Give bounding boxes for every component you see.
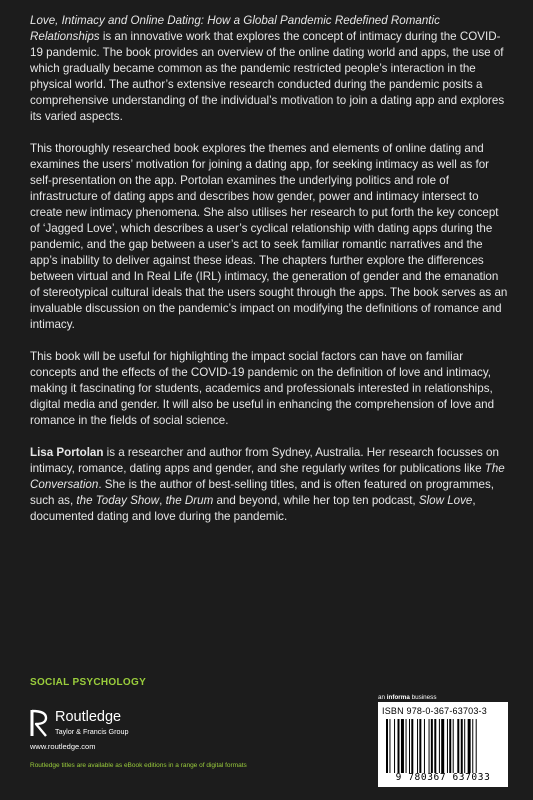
informa-bold: informa bbox=[386, 694, 410, 701]
publisher-name: Routledge bbox=[55, 709, 122, 725]
blurb-paragraph-3: This book will be useful for highlighting the impact social factors can have on familiar concepts and the effects of the COVID-19 pandemic on the definition of love and intimacy, making it fascinating for students, academics and professionals interested in relationships, digital media and gender. It will also be useful in enhancing the comprehension of love and romance in the fields of social science. bbox=[30, 350, 495, 427]
publisher-group: Taylor & Francis Group bbox=[55, 727, 129, 736]
author-bio-text-1: is a researcher and author from Sydney, Australia. Her research focusses on intimacy, romance, dating apps and gender, and she regularly writes for publications like bbox=[30, 446, 499, 475]
isbn-barcode-box bbox=[378, 702, 508, 787]
author-bio-text-2: . She is the author of best-selling titles, and is often featured on programmes, such as, bbox=[30, 478, 495, 507]
blurb-paragraph-1-text: is an innovative work that explores the concept of intimacy during the COVID-19 pandemic. The book provides an overview of the online dating world and apps, the use of which gradually became common as the pandemic restricted people’s interaction in the physical world. The author’s extensive research conducted during the pandemic posits a comprehensive understanding of the individual’s motivation to join a dating app and explores its varied aspects. bbox=[30, 30, 505, 123]
publisher-url: www.routledge.com bbox=[30, 742, 96, 751]
author-name: Lisa Portolan bbox=[30, 446, 104, 459]
author-bio-italic-2: the Today Show bbox=[76, 494, 160, 507]
author-bio-text-3: , bbox=[159, 494, 166, 507]
isbn-label: ISBN 978-0-367-63703-3 bbox=[382, 706, 487, 716]
author-bio bbox=[30, 445, 508, 525]
publisher-logo bbox=[30, 708, 190, 752]
informa-tagline bbox=[378, 694, 436, 701]
informa-pre: an bbox=[378, 694, 387, 701]
informa-post: business bbox=[409, 694, 437, 701]
back-cover-blurb bbox=[30, 13, 508, 525]
author-bio-text-4: and beyond, while her top ten podcast, bbox=[213, 494, 419, 507]
author-bio-text-5: , documented dating and love during the pandemic. bbox=[30, 494, 476, 523]
ebook-footnote: Routledge titles are available as eBook editions in a range of digital formats bbox=[30, 762, 247, 769]
subject-category: SOCIAL PSYCHOLOGY bbox=[30, 677, 147, 688]
barcode-digits: 9 780367 637033 bbox=[395, 772, 491, 783]
book-title: Love, Intimacy and Online Dating: How a Global Pandemic Redefined Romantic Relationships bbox=[30, 14, 440, 43]
author-bio-italic-4: Slow Love bbox=[418, 494, 473, 507]
author-bio-italic-1: The Conversation bbox=[30, 462, 505, 491]
routledge-r-logo-icon bbox=[30, 708, 50, 738]
blurb-paragraph-1 bbox=[30, 13, 508, 125]
barcode-icon bbox=[386, 719, 504, 773]
blurb-paragraph-2: This thoroughly researched book explores the themes and elements of online dating and examines the users’ motivation for joining a dating app, for seeking intimacy as well as for self-presentation on the app. Portolan examines the underlying politics and role of infrastructure of dating apps and describes how gender, power and intimacy intersect to create new intimacy phenomena. She also utilises her research to put forth the key concept of ‘Jagged Love’, which describes a user’s cyclical relationship with dating apps during the pandemic, and the gap between a user’s act to seek familiar romantic narratives and the app’s inability to deliver against these ideas. The chapters further explore the differences between virtual and In Real Life (IRL) intimacy, the generation of gender and the emanation of stereotypical cultural ideals that the users sought through the apps. The book serves as an invaluable discussion on the pandemic’s impact on modifying the definitions of romance and intimacy. bbox=[30, 142, 508, 331]
author-bio-italic-3: the Drum bbox=[165, 494, 214, 507]
